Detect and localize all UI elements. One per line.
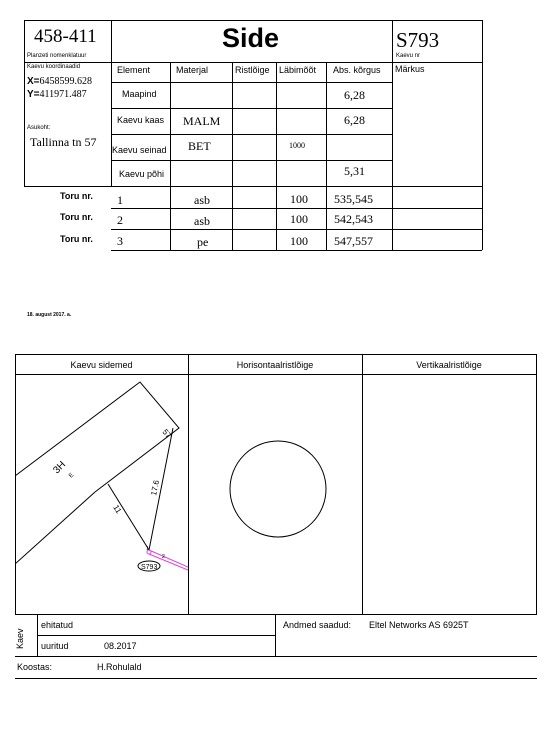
planzet-number: 458-411: [34, 26, 97, 47]
row-diameter: 1000: [289, 141, 305, 150]
well-tag: S793: [141, 564, 158, 571]
pipe-nr: 1: [117, 193, 123, 207]
planzet-caption: Planzeti nomenklatuur: [27, 53, 87, 59]
street-sublabel: E: [68, 472, 76, 480]
panel-title-horizontal: Horisontaalristlõige: [236, 360, 314, 370]
col-header-material: Materjal: [176, 65, 209, 75]
compiled-by-label: Koostas:: [17, 662, 53, 672]
pipe-label: Toru nr.: [60, 191, 93, 201]
panel-title-ties: Kaevu sidemed: [70, 360, 133, 370]
pipe-material: asb: [194, 214, 210, 228]
building-outline: [15, 382, 179, 492]
pipe-material: asb: [194, 193, 210, 207]
well-ties-sketch: [15, 374, 188, 614]
document-date: 18. august 2017. a.: [27, 312, 72, 318]
coord-y: [27, 89, 87, 100]
row-element: Kaevu kaas: [117, 115, 165, 125]
row-element: Kaevu seinad: [112, 145, 167, 155]
horizontal-section: [188, 374, 362, 614]
dimension-b: 11: [111, 503, 124, 516]
pipe-abs: 542,543: [334, 212, 373, 226]
street-label: 3H: [51, 459, 69, 477]
building-label: 57: [160, 427, 174, 441]
compiled-by-value: H.Rohulald: [97, 662, 142, 672]
page-title: Side: [222, 23, 280, 53]
coord-y-label: Y=: [27, 89, 40, 100]
data-from-value: Eltel Networks AS 6925T: [369, 620, 469, 630]
pipe-diameter: 100: [290, 234, 308, 248]
col-header-cross: Ristlõige: [235, 65, 270, 75]
row-material: MALM: [183, 114, 221, 128]
building-edge: [15, 492, 95, 564]
surveyed-label: uuritud: [41, 641, 69, 651]
row-abs: 5,31: [344, 164, 365, 178]
address: Tallinna tn 57: [30, 135, 97, 149]
footer-side-label: Kaev: [15, 628, 25, 649]
tie-line-b: [108, 484, 149, 550]
dimension-a: 17.6: [149, 479, 162, 497]
row-material: BET: [188, 139, 211, 153]
coord-x-label: X=: [27, 76, 40, 87]
well-circle: [230, 441, 326, 537]
pipe-abs: 535,545: [334, 192, 373, 206]
pipe-diameter: 100: [290, 192, 308, 206]
col-header-element: Element: [117, 65, 151, 75]
col-header-diameter: Läbimõõt: [279, 65, 317, 75]
coords-caption: Kaevu koordinaadid: [27, 64, 81, 70]
pipe-nr: 2: [117, 213, 123, 227]
row-abs: 6,28: [344, 88, 365, 102]
coord-y-value: 411971.487: [39, 89, 87, 100]
pipe-nr: 3: [117, 234, 123, 248]
pipe-number-2: 2: [162, 554, 165, 560]
coord-x: [27, 76, 92, 87]
pipe-material: pe: [197, 235, 209, 249]
well-caption: Kaevu nr: [396, 53, 421, 59]
coord-x-value: 6458599.628: [39, 76, 93, 87]
data-from-label: Andmed saadud:: [283, 620, 352, 630]
well-number: S793: [396, 28, 440, 52]
row-element: Maapind: [122, 89, 157, 99]
row-abs: 6,28: [344, 113, 365, 127]
col-header-abs: Abs. kõrgus: [333, 65, 381, 75]
address-caption: Asukoht:: [27, 125, 51, 131]
panel-title-vertical: Vertikaalristlõige: [416, 360, 482, 370]
pipe-abs: 547,557: [334, 234, 373, 248]
pipe-number-1: 1: [146, 546, 149, 552]
pipe-label: Toru nr.: [60, 234, 93, 244]
pipe-label: Toru nr.: [60, 212, 93, 222]
built-label: ehitatud: [41, 620, 74, 630]
surveyed-value: 08.2017: [104, 641, 137, 651]
col-header-remark: Märkus: [395, 64, 425, 74]
row-element: Kaevu põhi: [119, 169, 165, 179]
pipe-diameter: 100: [290, 212, 308, 226]
